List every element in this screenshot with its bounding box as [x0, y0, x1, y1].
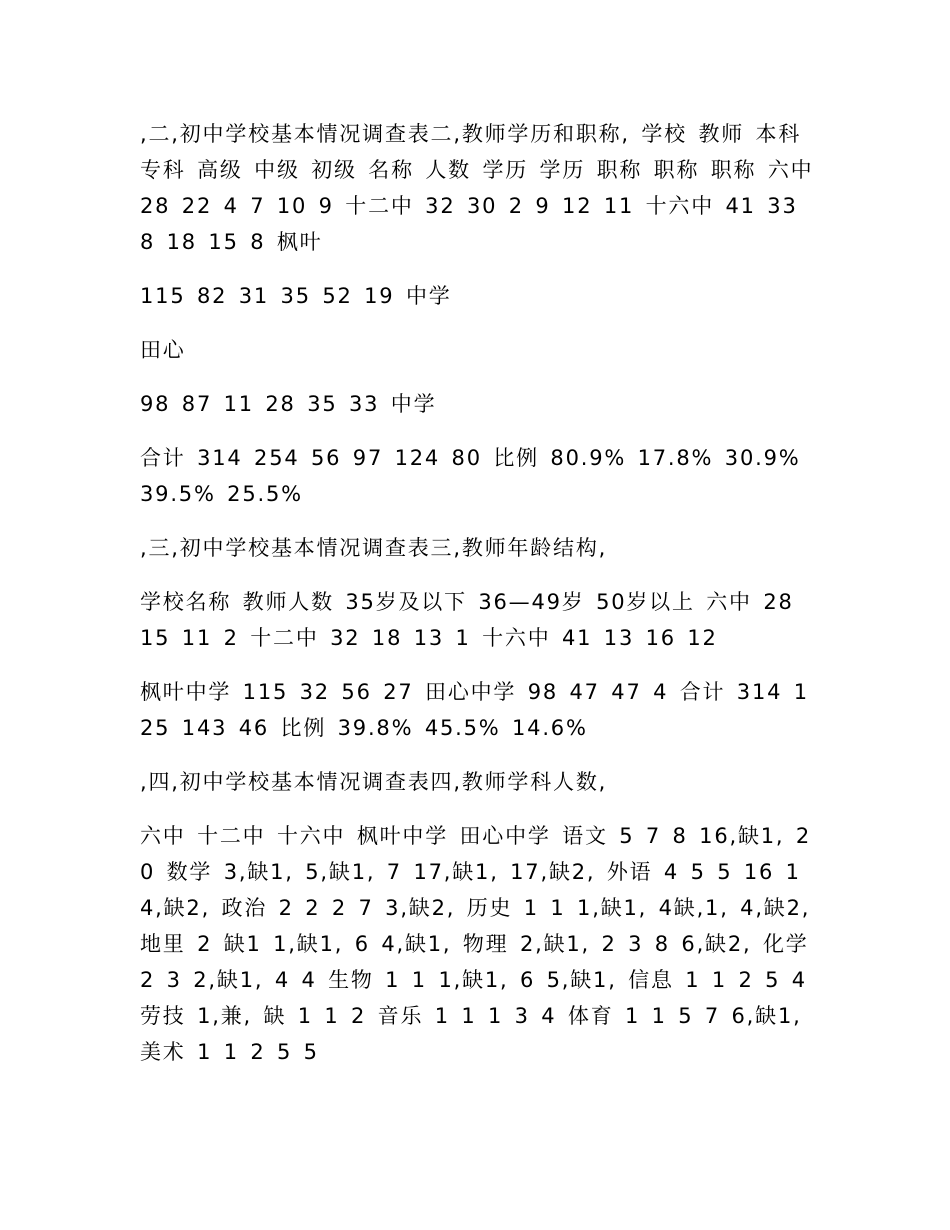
table2-total-text: 合计 314 254 56 97 124 80 比例 80.9% 17.8% 30.9% 39.5% 25.5% [140, 446, 801, 506]
table3-heading: ,三,初中学校基本情况调查表三,教师年龄结构, [140, 536, 608, 560]
fengye-row-text: 115 82 31 35 52 19 中学 [140, 284, 452, 308]
table4-heading: ,四,初中学校基本情况调查表四,教师学科人数, [140, 770, 608, 794]
table4-text: 六中 十二中 十六中 枫叶中学 田心中学 语文 5 7 8 16,缺1, 20 数学 3,缺1, 5,缺1, 7 17,缺1, 17,缺2, 外语 4 5 5 16 14,缺2, 政治 2 2 2 7 3,缺2, 历史 1 1 1,缺1, 4缺,1, 4,缺2, 地里 2 缺1 1,缺1, 6 4,缺1, 物理 2,缺1, 2 3 8 6,缺2, 化学 2 3 2,缺1, 4 4 生物 1 1 1,缺1, 6 5,缺1, 信息 1 1 2 5 4 劳技 1,兼, 缺 1 1 2 音乐 1 1 1 3 4 体育 1 1 5 7 6,缺1, 美术 1 1 2 5 5 [140, 824, 812, 1064]
tianxin-label: 田心 [140, 338, 186, 362]
table2-text: ,二,初中学校基本情况调查表二,教师学历和职称, 学校 教师 本科 专科 高级 中级 初级 名称 人数 学历 学历 职称 职称 职称 六中 28 22 4 7 10 9 十二中 32 30 2 9 12 11 十六中 41 33 8 18 15 8 枫叶 [140, 122, 814, 254]
document-page [140, 116, 820, 1088]
table3-text-part2: 枫叶中学 115 32 56 27 田心中学 98 47 47 4 合计 314 125 143 46 比例 39.8% 45.5% 14.6% [140, 680, 809, 740]
tianxin-row-text: 98 87 11 28 35 33 中学 [140, 392, 437, 416]
table3-text-part1: 学校名称 教师人数 35岁及以下 36—49岁 50岁以上 六中 28 15 11 2 十二中 32 18 13 1 十六中 41 13 16 12 [140, 590, 794, 650]
